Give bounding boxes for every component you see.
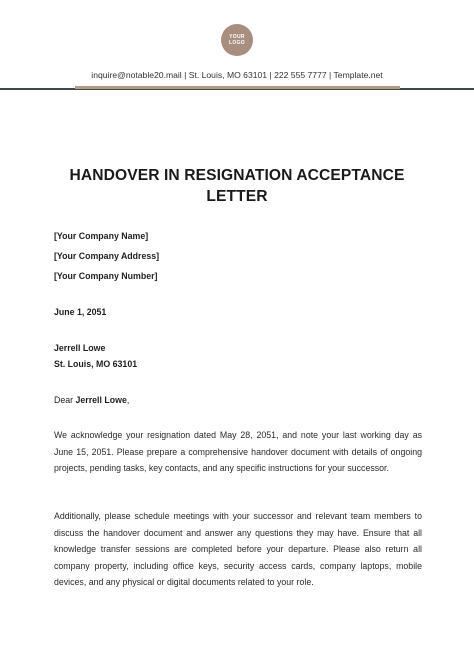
company-name: [Your Company Name]	[54, 231, 149, 241]
salutation-name: Jerrell Lowe	[75, 395, 127, 405]
letter-title-line2: LETTER	[206, 188, 268, 205]
logo-text-line2: LOGO	[229, 40, 245, 46]
letter-date: June 1, 2051	[54, 307, 107, 317]
letter-title-line1: HANDOVER IN RESIGNATION ACCEPTANCE	[69, 167, 405, 184]
letter-title	[40, 165, 434, 207]
body-paragraph-2: Additionally, please schedule meetings with your successor and relevant team members to discuss the handover document and answer any questions they may have. Ensure that all knowledge transfer sessions are completed before your departure. Please also return all company property, including office keys, security access cards, company laptops, mobile devices, and any physical or digital documents related to your role.	[54, 511, 422, 588]
salutation-suffix: ,	[126, 395, 130, 405]
contact-info: inquire@notable20.mail | St. Louis, MO 63101 | 222 555 7777 | Template.net	[91, 70, 383, 80]
company-number: [Your Company Number]	[54, 271, 158, 281]
company-logo	[221, 24, 253, 56]
recipient-city: St. Louis, MO 63101	[54, 359, 138, 369]
salutation-prefix: Dear	[54, 395, 76, 405]
recipient-name: Jerrell Lowe	[54, 343, 106, 353]
header-accent-bar	[75, 86, 400, 89]
body-paragraph-1: We acknowledge your resignation dated May 28, 2051, and note your last working day as June 15, 2051. Please prepare a comprehensive handover document with details of ongoing projects, pending tasks, key contacts, and any specific instructions for your successor.	[54, 430, 422, 474]
logo-text-line1: YOUR	[229, 34, 245, 40]
salutation	[54, 395, 129, 406]
company-address: [Your Company Address]	[54, 251, 160, 261]
